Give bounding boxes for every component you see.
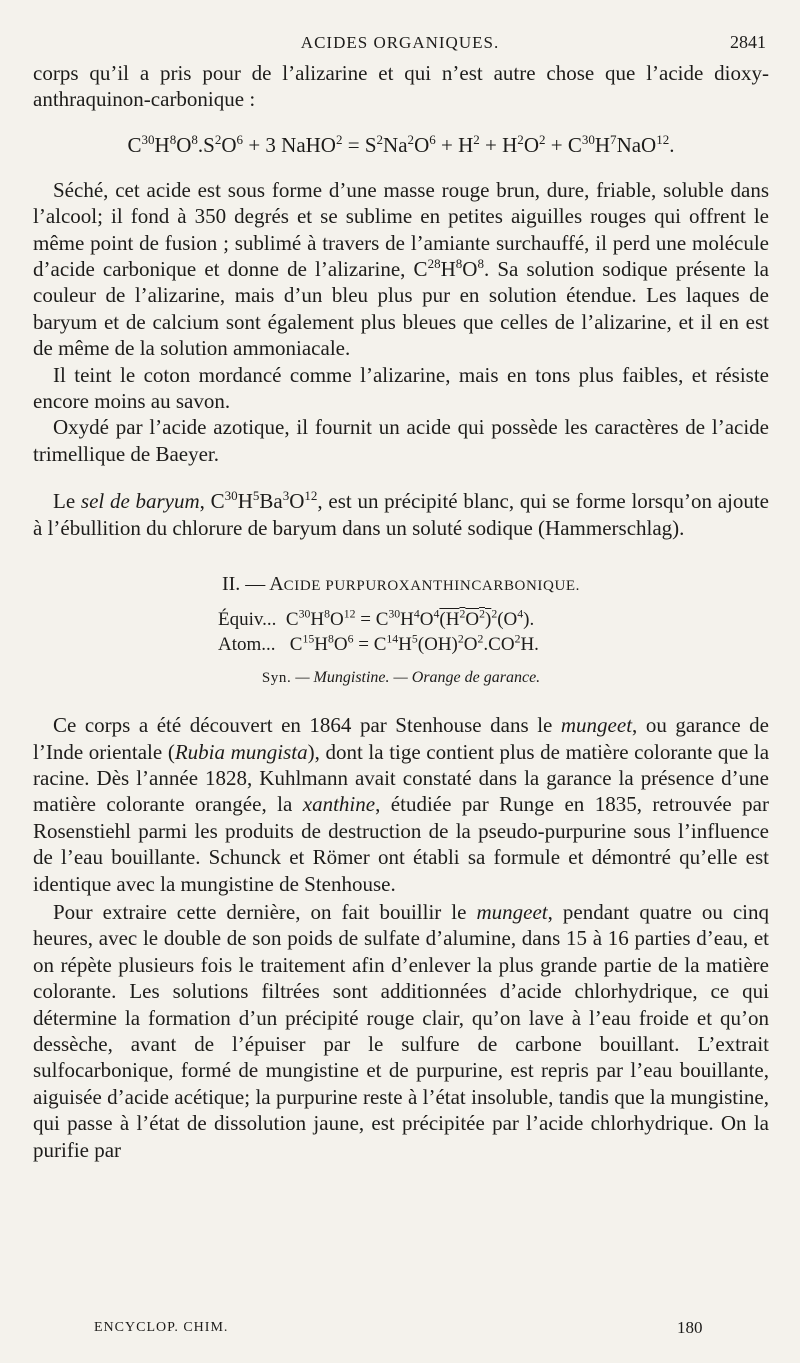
running-title: ACIDES ORGANIQUES. — [300, 33, 500, 52]
section-heading: II. — ACIDE PURPUROXANTHINCARBONIQUE. — [221, 573, 580, 596]
formula-equiv: Équiv... $C^{30}H^8O^{12} = C^{30}H^4O^4(H^2O^2)^2(O^4)$. — [218, 607, 535, 631]
paragraph-3: Il teint le coton mordancé comme l’alizarine, mais en tons plus faibles, et résiste encore moins au savon. — [33, 362, 769, 414]
paragraph-2: Séché, cet acide est sous forme d’une masse rouge brun, dure, friable, soluble dans l’alcool; il fond à 350 degrés et se sublime en petites aiguilles rouges qui offrent le même point de fusion ; sublimé à travers de l’amiante surchauffé, il perd une molécule d’acide carbonique et donne de l’alizarine, $C^{28}H^8O^8$. Sa solution sodique présente la couleur de l’alizarine, mais d’un bleu plus pur en solution étendue. Les laques de baryum et de calcium sont également plus bleues que celles de l’alizarine, et il en est de même de la solution ammoniacale. — [33, 177, 769, 361]
footer-signature: ENCYCLOP. CHIM. — [94, 1320, 229, 1335]
paragraph-7: Pour extraire cette dernière, on fait bouillir le mungeet, pendant quatre ou cinq heures, avec le double de son poids de sulfate d’alumine, dans 15 à 16 parties d’eau, et on répète plusieurs fois le traitement afin d’enlever la plus grande partie de la matière colorante. Les solutions filtrées sont additionnées d’acide chlorhydrique, ce qui détermine la formation d’un précipité rouge clair, qu’on lave à l’eau froide et qu’on dessèche, avant de l’épuiser par le sulfure de carbone bouillant. L’extrait sulfocarbonique, formé de mungistine et de purpurine, est repris par l’eau bouillante, aiguisée d’acide acétique; la purpurine reste à l’état insoluble, tandis que la mungistine, qui passe à l’état de dissolution jaune, est précipitée par l’acide chlorhydrique. On la purifie par — [33, 899, 769, 1162]
formula-atom: Atom... $C^{15}H^8O^6 = C^{14}H^5(OH)^2O^2.CO^2H$. — [218, 632, 539, 656]
synonyms-line: Syn. — Mungistine. — Orange de garance. — [261, 669, 541, 687]
paragraph-4: Oxydé par l’acide azotique, il fournit un acide qui possède les caractères de l’acide trimellique de Baeyer. — [33, 415, 769, 466]
paragraph-6: Ce corps a été découvert en 1864 par Stenhouse dans le mungeet, ou garance de l’Inde orientale (Rubia mungista), dont la tige contient plus de matière colorante que la racine. Dès l’année 1828, Kuhlmann avait constaté dans la garance la présence d’une matière colorante orangée, la xanthine, étudiée par Runge en 1835, retrouvée par Rosenstiehl parmi les produits de destruction de la pseudo-purpurine sous l’influence de l’eau bouillante. Schunck et Römer ont établi sa formule et démontré qu’elle est identique avec la mungistine de Stenhouse. — [33, 713, 770, 896]
equation-1: $C^{30}H^8O^8.S^2O^6 + 3$ NaHO$^2$ = $S^2Na^2O^6 + H^2 + H^2O^2 + C^{30}H^7NaO^{12}$. — [127, 131, 675, 157]
formula-block — [218, 607, 769, 657]
page-number: 2841 — [730, 32, 766, 52]
footer-sheet-number: 180 — [677, 1318, 703, 1337]
page-body — [33, 60, 769, 1163]
paragraph-5: Le sel de baryum, $C^{30}H^5Ba^3O^{12}$, est un précipité blanc, qui se forme lorsqu’on ajoute à l’ébullition du chlorure de baryum dans un soluté sodique (Hammerschlag). — [33, 488, 770, 540]
paragraph-1: corps qu’il a pris pour de l’alizarine et qui n’est autre chose que l’acide dioxy-anthraquinon-carbonique : — [33, 61, 769, 112]
